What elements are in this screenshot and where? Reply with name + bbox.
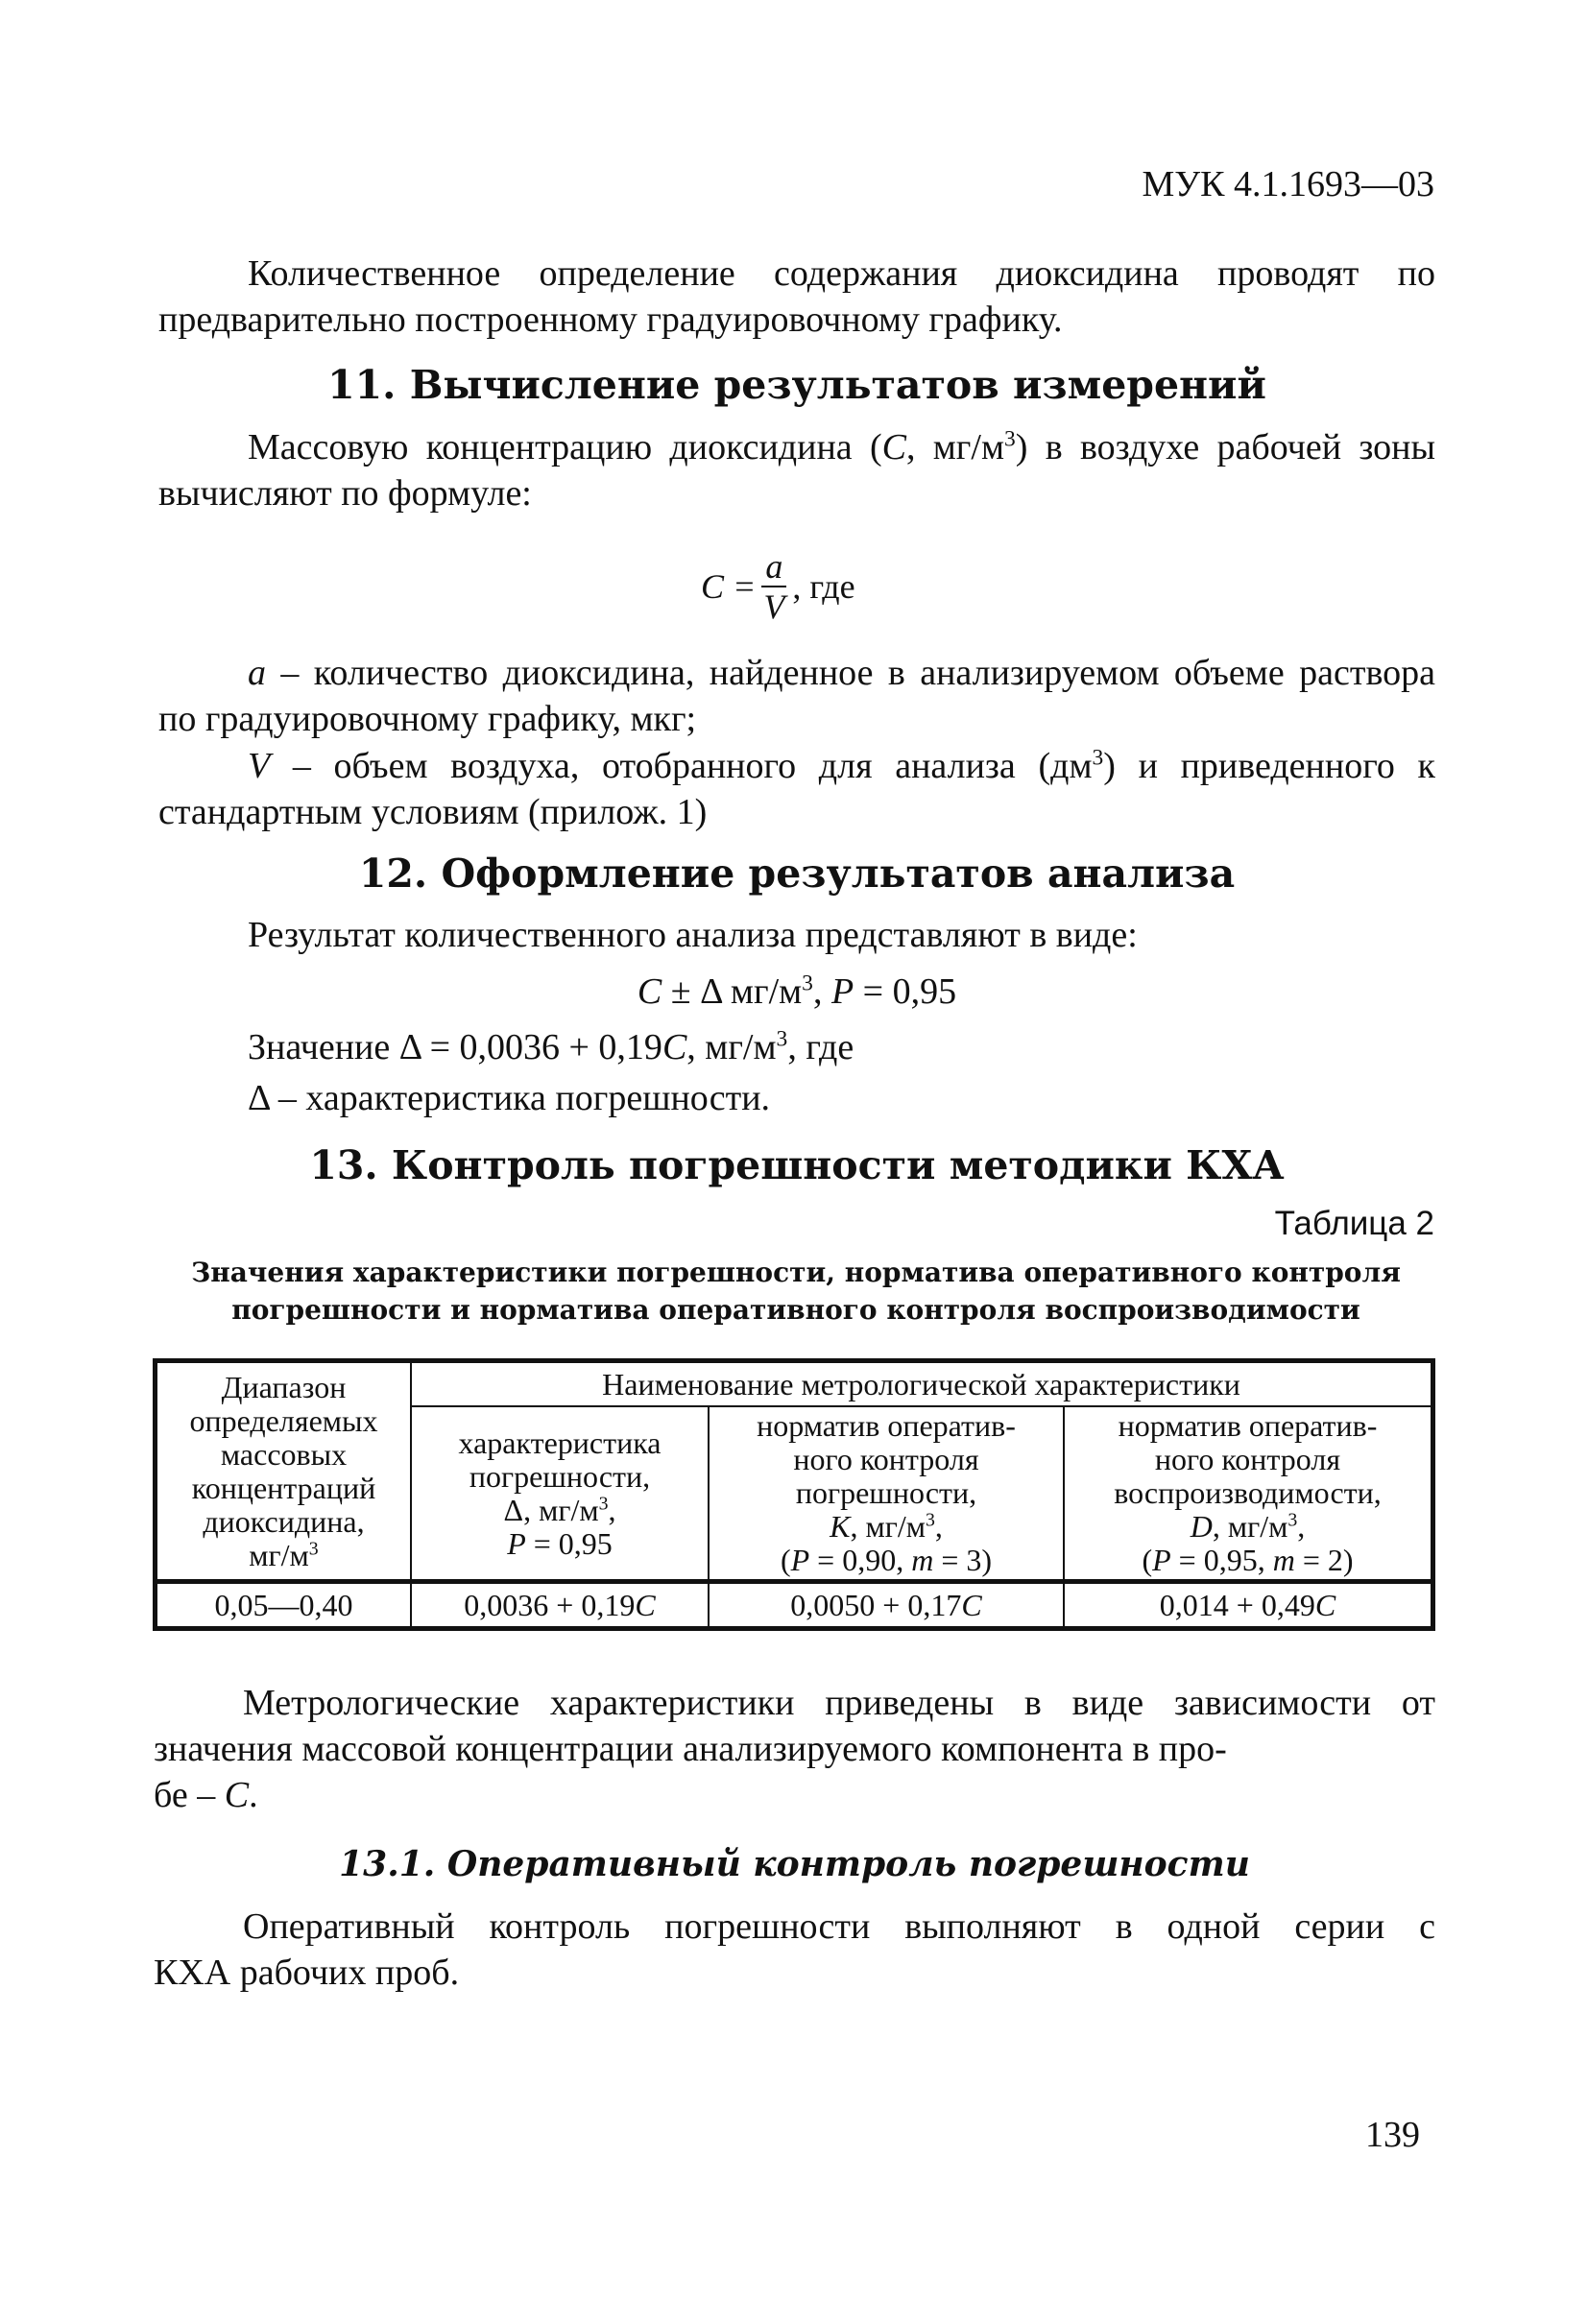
row-c2-var: C	[961, 1587, 982, 1622]
c3-line4	[1069, 1510, 1427, 1544]
header-c3-cell	[1064, 1406, 1433, 1582]
result-formula-sep: ,	[812, 971, 831, 1012]
delta-value	[248, 1024, 854, 1070]
col0-sup: 3	[308, 1537, 319, 1559]
result-formula	[158, 969, 1435, 1015]
header-range-cell	[156, 1361, 412, 1582]
c1-line4-var: P	[507, 1525, 526, 1561]
section-12-title: 12. Оформление результатов анализа	[358, 851, 1236, 897]
section-11-paragraph	[158, 424, 1435, 516]
c1-line3	[416, 1494, 704, 1527]
c1-line3-end: ,	[608, 1492, 616, 1527]
after-table-paragraph	[154, 1680, 1435, 1772]
row-c3-cell	[1064, 1582, 1433, 1629]
c3-line4-text: , мг/м	[1212, 1509, 1288, 1544]
s11-p1-var: C	[881, 427, 906, 467]
formula-fraction	[761, 547, 786, 626]
s11-p1-sup: 3	[1004, 426, 1016, 452]
table-header-row-1	[156, 1361, 1433, 1407]
section-13-title: 13. Контроль погрешности методики КХА	[309, 1142, 1285, 1188]
c3-sup: 3	[1287, 1509, 1298, 1531]
c3-l5-a: (	[1142, 1543, 1153, 1577]
c3-line5	[1069, 1544, 1427, 1577]
col0-line6	[161, 1539, 406, 1572]
col0-line3: массовых	[220, 1436, 348, 1472]
section-11-title: 11. Вычисление результатов измерений	[327, 362, 1266, 408]
delta-value-c: C	[662, 1027, 687, 1067]
formula-numerator: a	[761, 547, 786, 587]
def-v-text2: ) и приведенного к стандартным условиям (прилож. 1)	[158, 746, 1435, 832]
c2-l5-m: m	[911, 1543, 934, 1577]
c3-line4-end: ,	[1297, 1509, 1306, 1544]
delta-definition: Δ – характеристика погрешности.	[248, 1078, 771, 1118]
col0-line4: концентраций	[191, 1470, 376, 1505]
c3-line4-var: D	[1190, 1509, 1213, 1544]
delta-value-a: Значение Δ = 0,0036 + 0,19	[248, 1027, 662, 1067]
c3-l5-c: = 2)	[1294, 1543, 1354, 1577]
table-row	[156, 1582, 1433, 1629]
c2-line2: ного контроля	[793, 1442, 979, 1476]
intro-paragraph	[158, 251, 1435, 343]
formula-c	[701, 547, 855, 626]
def-v-var: V	[248, 746, 271, 786]
c2-l5-c: = 3)	[933, 1543, 993, 1577]
row-c1-var: C	[635, 1587, 656, 1622]
subsection-13-1-title: 13.1. Оперативный контроль погрешности	[339, 1844, 1250, 1884]
c2-l5-p: P	[790, 1543, 810, 1577]
result-formula-p: P	[830, 971, 854, 1012]
header-c2-cell	[709, 1406, 1064, 1582]
s11-p1-mid: , мг/м	[905, 427, 1004, 467]
row-c1-cell	[411, 1582, 709, 1629]
table-caption-line-1: Значения характеристики погрешности, норматива оперативного контроля	[191, 1257, 1401, 1288]
c1-line3-text: Δ, мг/м	[503, 1492, 599, 1527]
after-table-last: бе –	[154, 1775, 225, 1815]
result-formula-sup: 3	[802, 970, 813, 996]
c2-line1: норматив оператив-	[757, 1408, 1016, 1443]
c3-line2: ного контроля	[1154, 1442, 1341, 1476]
c3-l5-m: m	[1272, 1543, 1295, 1577]
c1-line2: погрешности,	[469, 1458, 651, 1494]
result-formula-c: C	[637, 971, 662, 1012]
row-c3-text: 0,014 + 0,49	[1159, 1587, 1315, 1622]
row-c3-var: C	[1314, 1587, 1336, 1622]
def-a-text: – количество диоксидина, найденное в анализируемом объеме раствора по градуировочному графику, мкг;	[158, 653, 1435, 739]
c2-line4-end: ,	[934, 1509, 943, 1544]
col0-line2: определяемых	[189, 1402, 378, 1438]
subsection-paragraph-line-1: Оперативный контроль погрешности выполняют в одной серии с	[243, 1906, 1435, 1947]
c2-l5-a: (	[780, 1543, 791, 1577]
row-c2-text: 0,0050 + 0,17	[790, 1587, 962, 1622]
c2-line4-text: , мг/м	[850, 1509, 926, 1544]
c1-line1: характеристика	[458, 1425, 662, 1460]
s11-p1-end: ) в воздухе рабочей зоны вычисляют по формуле:	[158, 427, 1435, 514]
table-caption-line-2: погрешности и норматива оперативного контроля воспроизводимости	[231, 1294, 1360, 1326]
definition-a	[158, 650, 1435, 742]
def-a-var: a	[248, 653, 266, 693]
c2-line4-var: K	[830, 1509, 851, 1544]
delta-value-b: , мг/м	[686, 1027, 777, 1067]
result-formula-b: ± Δ мг/м	[662, 971, 803, 1012]
formula-lhs: C =	[701, 567, 757, 606]
c2-line4	[713, 1510, 1059, 1544]
c1-sup: 3	[598, 1492, 609, 1514]
c2-line5	[713, 1544, 1059, 1577]
formula-tail: , где	[792, 567, 855, 606]
metrology-table	[153, 1358, 1435, 1631]
result-formula-d: = 0,95	[854, 971, 957, 1012]
c3-line3: воспроизводимости,	[1114, 1475, 1382, 1510]
delta-value-end: , где	[787, 1027, 854, 1067]
header-group-cell: Наименование метрологической характеристики	[411, 1361, 1433, 1407]
col0-unit: мг/м	[249, 1537, 309, 1572]
after-table-last-line	[154, 1772, 258, 1818]
after-table-text: Метрологические характеристики приведены в виде зависимости от значения массовой концентрации анализируемого компонента в про-	[154, 1683, 1435, 1769]
c1-line4	[416, 1527, 704, 1561]
formula-denominator: V	[763, 587, 785, 626]
c3-l5-b: = 0,95,	[1170, 1543, 1273, 1577]
after-table-end: .	[249, 1775, 258, 1815]
delta-value-sup: 3	[776, 1026, 788, 1052]
row-c2-cell	[709, 1582, 1064, 1629]
def-v-sup: 3	[1092, 745, 1104, 771]
c1-line4-text: = 0,95	[525, 1525, 613, 1561]
table-label: Таблица 2	[1274, 1205, 1434, 1242]
col0-line5: диоксидина,	[203, 1503, 365, 1539]
c3-l5-p: P	[1152, 1543, 1171, 1577]
document-code: МУК 4.1.1693—03	[1142, 164, 1434, 204]
section-12-paragraph: Результат количественного анализа представляют в виде:	[248, 915, 1138, 955]
col0-line1: Диапазон	[221, 1369, 347, 1404]
row-c1-text: 0,0036 + 0,19	[464, 1587, 636, 1622]
after-table-var: C	[224, 1775, 250, 1815]
def-v-text1: – объем воздуха, отобранного для анализа (дм	[270, 746, 1093, 786]
c2-sup: 3	[925, 1509, 935, 1531]
c2-l5-b: = 0,90,	[809, 1543, 912, 1577]
intro-text: Количественное определение содержания диоксидина проводят по предварительно построенному градуировочному графику.	[158, 253, 1435, 340]
subsection-paragraph-line-2: КХА рабочих проб.	[154, 1953, 460, 1993]
c3-line1: норматив оператив-	[1118, 1408, 1378, 1443]
c2-line3: погрешности,	[795, 1475, 977, 1510]
definition-v	[158, 743, 1435, 835]
header-c1-cell	[411, 1406, 709, 1582]
row-range-cell: 0,05—0,40	[156, 1582, 412, 1629]
s11-p1-start: Массовую концентрацию диоксидина (	[248, 427, 882, 467]
page-number: 139	[1365, 2115, 1420, 2155]
